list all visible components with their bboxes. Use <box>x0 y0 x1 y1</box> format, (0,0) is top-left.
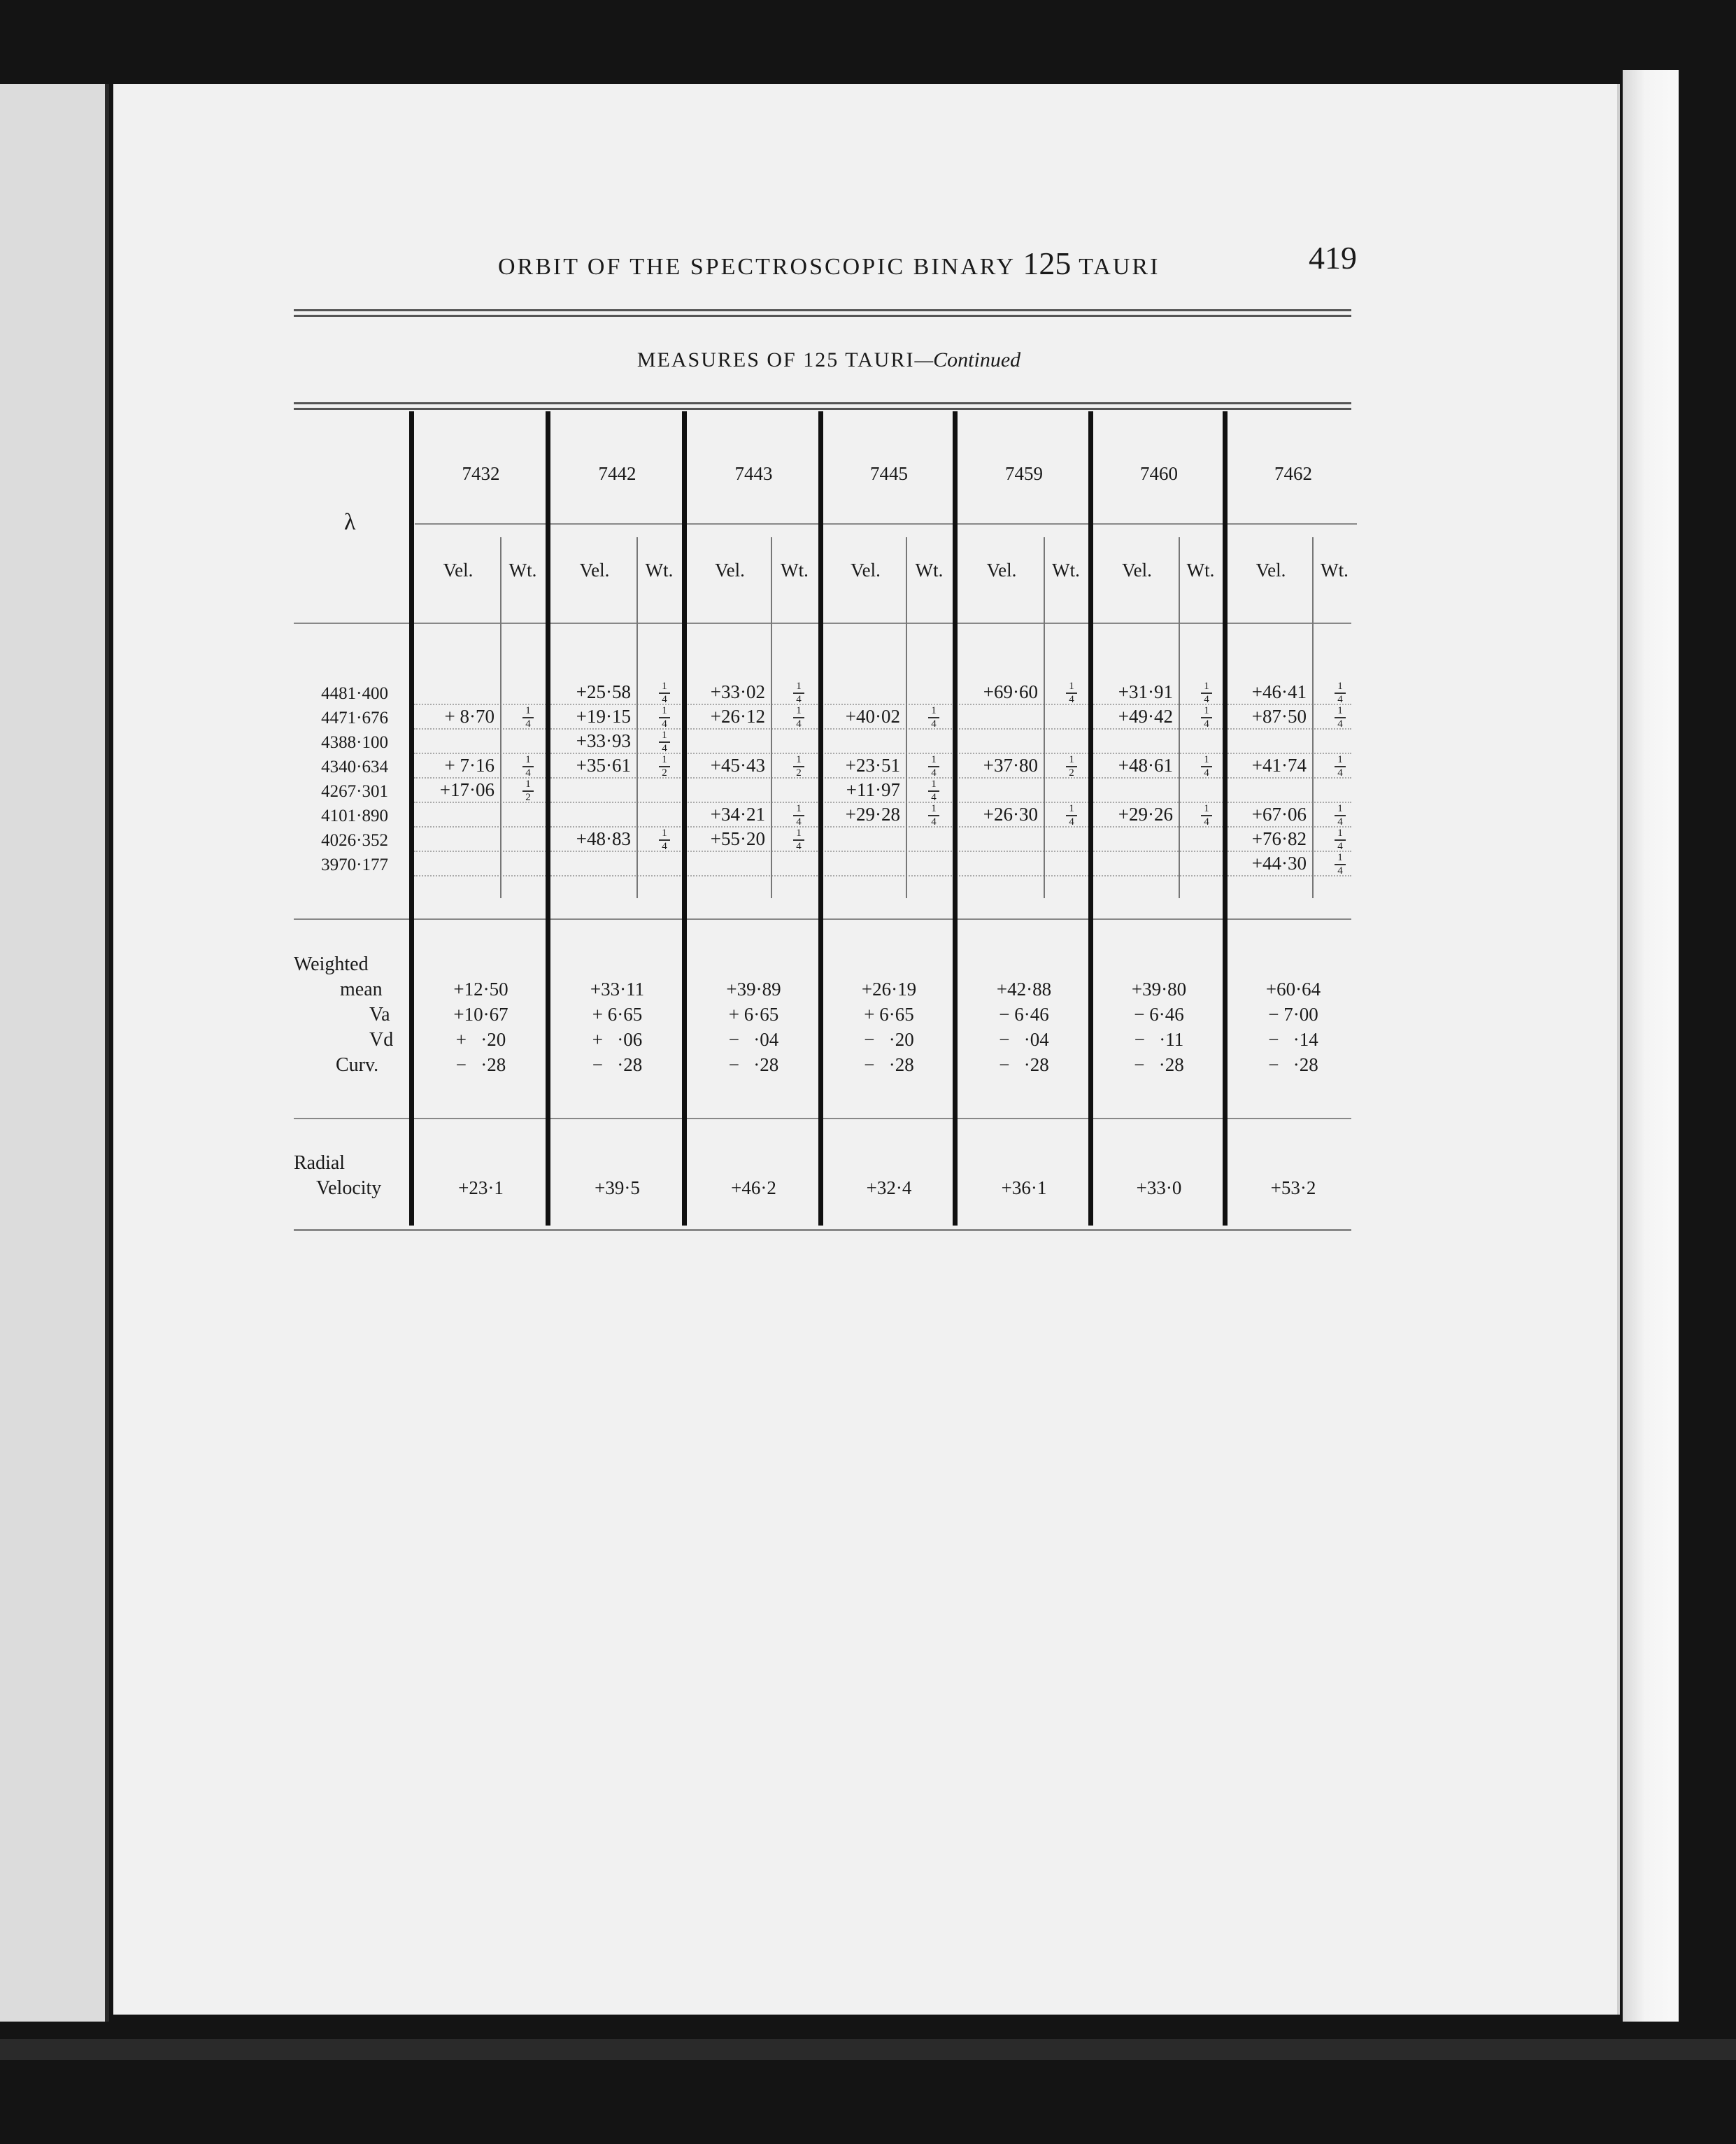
weight-numerator: 1 <box>1204 803 1209 814</box>
velocity-value: +49·42 <box>1118 706 1173 727</box>
weight-numerator: 1 <box>662 754 667 765</box>
wt-separator-1 <box>636 537 638 898</box>
velocity-label: Velocity <box>316 1177 382 1199</box>
vel-header: Vel. <box>851 560 881 581</box>
weight-numerator: 1 <box>931 779 937 790</box>
radial-velocity-value: +32·4 <box>866 1177 912 1198</box>
summary-curv-value: − ·28 <box>455 1054 506 1075</box>
vel-header: Vel. <box>579 560 610 581</box>
radial-velocity-value: +46·2 <box>731 1177 776 1198</box>
velocity-value: +44·30 <box>1251 853 1307 874</box>
weight-denominator: 4 <box>662 841 667 852</box>
column-separator-6 <box>1223 411 1228 1226</box>
summary-curv-value: − ·28 <box>999 1054 1049 1075</box>
velocity-value: +33·93 <box>576 730 631 751</box>
running-head-star-name: TAURI <box>1079 254 1160 280</box>
summary-va-value: − 6·46 <box>1134 1004 1184 1025</box>
running-head <box>490 239 1357 281</box>
summary-curv-value: − ·28 <box>1268 1054 1318 1075</box>
summary-va-value: + 6·65 <box>728 1004 779 1025</box>
row-leader-6 <box>414 851 1351 852</box>
weight-fraction <box>521 779 535 803</box>
weight-numerator: 1 <box>1204 681 1209 692</box>
velocity-value: +35·61 <box>576 755 631 776</box>
weight-denominator: 4 <box>1337 841 1343 852</box>
summary-vd-value: − ·14 <box>1268 1029 1318 1050</box>
velocity-value: +29·26 <box>1118 804 1173 825</box>
wavelength-label: 4471·676 <box>321 709 388 727</box>
wavelength-label: 4026·352 <box>321 831 388 850</box>
summary-va-value: + 6·65 <box>592 1004 643 1025</box>
summary-va-value: +10·67 <box>453 1004 508 1025</box>
page-number: 419 <box>1309 240 1357 276</box>
vel-header: Vel. <box>1255 560 1286 581</box>
weight-numerator: 1 <box>525 754 531 765</box>
weight-fraction <box>521 706 535 730</box>
summary-va-value: − 6·46 <box>999 1004 1049 1025</box>
weight-fraction <box>927 779 941 803</box>
weight-denominator: 4 <box>931 816 937 828</box>
weight-numerator: 1 <box>525 779 531 790</box>
table-bottom-rule <box>294 1229 1351 1231</box>
running-head-title <box>498 245 1160 282</box>
weight-fraction <box>792 804 806 828</box>
row-leader-2 <box>414 753 1351 754</box>
weight-numerator: 1 <box>796 705 802 716</box>
radial-velocity-value: +33·0 <box>1136 1177 1182 1198</box>
weight-denominator: 4 <box>931 718 937 730</box>
weight-denominator: 4 <box>1069 694 1074 705</box>
velocity-value: +46·41 <box>1251 681 1307 702</box>
wt-header: Wt. <box>781 560 809 581</box>
running-head-title-text: ORBIT OF THE SPECTROSCOPIC BINARY <box>498 254 1015 280</box>
summary-curv-value: − ·28 <box>1134 1054 1184 1075</box>
row-leader-4 <box>414 802 1351 803</box>
wt-separator-5 <box>1179 537 1180 898</box>
wavelength-label: 3970·177 <box>321 856 388 874</box>
vel-header: Vel. <box>1122 560 1152 581</box>
row-leader-7 <box>414 875 1351 876</box>
weight-denominator: 4 <box>931 767 937 779</box>
weight-denominator: 4 <box>1337 767 1343 779</box>
weight-denominator: 4 <box>1337 865 1343 876</box>
wt-header: Wt. <box>1321 560 1349 581</box>
weight-numerator: 1 <box>796 803 802 814</box>
weight-numerator: 1 <box>796 754 802 765</box>
weight-fraction <box>1333 681 1347 705</box>
weight-denominator: 4 <box>796 694 802 705</box>
velocity-value: +29·28 <box>845 804 900 825</box>
plate-header: 7445 <box>870 463 908 484</box>
weight-denominator: 4 <box>525 718 531 730</box>
mean-label: mean <box>340 979 383 1000</box>
plate-header: 7462 <box>1274 463 1312 484</box>
weight-fraction <box>1065 755 1079 779</box>
velocity-value: +31·91 <box>1118 681 1173 702</box>
weight-fraction <box>1333 853 1347 876</box>
wt-header: Wt. <box>1186 560 1215 581</box>
wt-header: Wt. <box>915 560 944 581</box>
wavelength-label: 4340·634 <box>321 758 388 776</box>
weight-numerator: 1 <box>662 681 667 692</box>
weight-fraction <box>1333 804 1347 828</box>
summary-mean-value: +39·80 <box>1131 979 1187 1000</box>
header-rule-bottom <box>294 315 1351 317</box>
plate-header: 7443 <box>734 463 773 484</box>
weight-denominator: 4 <box>796 718 802 730</box>
weight-denominator: 4 <box>796 841 802 852</box>
weight-denominator: 4 <box>1337 694 1343 705</box>
weight-numerator: 1 <box>525 705 531 716</box>
weight-fraction <box>1200 706 1214 730</box>
header-divider <box>415 523 1357 525</box>
weight-numerator: 1 <box>662 730 667 741</box>
weight-fraction <box>792 828 806 852</box>
vel-header: Vel. <box>715 560 745 581</box>
velocity-value: +48·83 <box>576 828 631 849</box>
wavelength-label: 4101·890 <box>321 807 388 825</box>
velocity-value: +76·82 <box>1251 828 1307 849</box>
summary-vd-value: + ·20 <box>455 1029 506 1050</box>
weighted-label: Weighted <box>294 953 369 975</box>
wt-separator-4 <box>1044 537 1045 898</box>
weight-denominator: 4 <box>662 694 667 705</box>
weight-numerator: 1 <box>931 803 937 814</box>
weight-numerator: 1 <box>662 828 667 839</box>
summary-vd-value: + ·06 <box>592 1029 643 1050</box>
weight-numerator: 1 <box>1069 681 1074 692</box>
weight-fraction <box>792 681 806 705</box>
column-separator-1 <box>546 411 550 1226</box>
wt-header: Wt. <box>508 560 537 581</box>
weight-denominator: 4 <box>1204 694 1209 705</box>
column-separator-2 <box>682 411 687 1226</box>
weight-numerator: 1 <box>796 828 802 839</box>
wt-separator-2 <box>771 537 772 898</box>
weight-numerator: 1 <box>931 705 937 716</box>
weight-denominator: 4 <box>1204 718 1209 730</box>
summary-vd-value: − ·11 <box>1134 1029 1184 1050</box>
velocity-value: +37·80 <box>983 755 1038 776</box>
weight-numerator: 1 <box>1337 828 1343 839</box>
summary-vd-value: − ·04 <box>728 1029 779 1050</box>
weight-fraction <box>1200 804 1214 828</box>
wavelength-label: 4267·301 <box>321 782 388 801</box>
velocity-value: +26·30 <box>983 804 1038 825</box>
weight-denominator: 4 <box>525 767 531 779</box>
weight-denominator: 2 <box>796 767 802 779</box>
weight-denominator: 4 <box>1204 767 1209 779</box>
weight-numerator: 1 <box>1204 754 1209 765</box>
summary-vd-value: − ·04 <box>999 1029 1049 1050</box>
weight-denominator: 4 <box>931 792 937 803</box>
weight-fraction <box>927 804 941 828</box>
left-page-edge <box>0 84 109 2022</box>
weight-numerator: 1 <box>1337 852 1343 863</box>
summary-mean-value: +33·11 <box>590 979 645 1000</box>
weight-fraction <box>657 828 671 852</box>
weight-fraction <box>927 755 941 779</box>
velocity-value: +25·58 <box>576 681 631 702</box>
weight-fraction <box>657 755 671 779</box>
weight-fraction <box>657 681 671 705</box>
weight-fraction <box>1065 804 1079 828</box>
weight-denominator: 2 <box>662 767 667 779</box>
velocity-value: +33·02 <box>710 681 765 702</box>
va-label: Va <box>369 1004 390 1025</box>
weight-numerator: 1 <box>662 705 667 716</box>
radial-velocity-value: +36·1 <box>1001 1177 1047 1198</box>
summary-curv-value: − ·28 <box>864 1054 914 1075</box>
weight-numerator: 1 <box>1069 803 1074 814</box>
weight-fraction <box>521 755 535 779</box>
vel-header: Vel. <box>986 560 1017 581</box>
weight-fraction <box>1065 681 1079 705</box>
weight-denominator: 4 <box>1337 718 1343 730</box>
summary-mean-value: +12·50 <box>453 979 508 1000</box>
weight-denominator: 4 <box>1069 816 1074 828</box>
weight-denominator: 4 <box>662 718 667 730</box>
weight-fraction <box>927 706 941 730</box>
summary-vd-value: − ·20 <box>864 1029 914 1050</box>
column-separator-5 <box>1088 411 1093 1226</box>
weight-fraction <box>1200 755 1214 779</box>
velocity-value: +87·50 <box>1251 706 1307 727</box>
summary-mean-value: +42·88 <box>996 979 1052 1000</box>
summary-va-value: + 6·65 <box>864 1004 914 1025</box>
scanner-bottom-band <box>0 2039 1736 2060</box>
table-top-rule-2 <box>294 408 1351 410</box>
table-top-rule-1 <box>294 402 1351 404</box>
velocity-value: +48·61 <box>1118 755 1173 776</box>
wt-separator-3 <box>906 537 907 898</box>
velocity-value: +11·97 <box>846 779 900 800</box>
wt-header: Wt. <box>1052 560 1080 581</box>
velocity-value: +17·06 <box>439 779 495 800</box>
radial-label: Radial <box>294 1152 346 1174</box>
velocity-value: +41·74 <box>1251 755 1307 776</box>
weight-fraction <box>1200 681 1214 705</box>
weight-fraction <box>1333 828 1347 852</box>
summary-curv-value: − ·28 <box>728 1054 779 1075</box>
weight-denominator: 2 <box>525 792 531 803</box>
table-title-text: MEASURES OF 125 TAURI <box>636 348 915 371</box>
weight-fraction <box>792 706 806 730</box>
column-separator-0 <box>409 411 414 1226</box>
plate-header: 7432 <box>462 463 500 484</box>
weight-numerator: 1 <box>1204 705 1209 716</box>
weight-fraction <box>1333 755 1347 779</box>
table-title-continued: —Continued <box>914 348 1021 371</box>
wt-separator-6 <box>1312 537 1314 898</box>
plate-header: 7459 <box>1005 463 1043 484</box>
radial-velocity-value: +23·1 <box>458 1177 504 1198</box>
weight-denominator: 2 <box>1069 767 1074 779</box>
velocity-value: +34·21 <box>710 804 765 825</box>
summary-mean-value: +60·64 <box>1265 979 1321 1000</box>
summary-va-value: − 7·00 <box>1268 1004 1318 1025</box>
weight-denominator: 4 <box>1204 816 1209 828</box>
velocity-value: +23·51 <box>845 755 900 776</box>
lambda-header: λ <box>344 509 356 535</box>
weight-numerator: 1 <box>1337 754 1343 765</box>
summary-mean-value: +26·19 <box>861 979 917 1000</box>
radial-velocity-value: +53·2 <box>1270 1177 1316 1198</box>
vd-label: Vd <box>369 1029 394 1051</box>
vel-header: Vel. <box>443 560 474 581</box>
wavelength-label: 4388·100 <box>321 733 388 752</box>
weight-fraction <box>657 706 671 730</box>
velocity-value: +26·12 <box>710 706 765 727</box>
velocity-value: + 8·70 <box>444 706 495 727</box>
weight-fraction <box>792 755 806 779</box>
radial-velocity-value: +39·5 <box>595 1177 640 1198</box>
header-rule-top <box>294 309 1351 311</box>
column-separator-3 <box>818 411 823 1226</box>
curv-label: Curv. <box>336 1054 379 1076</box>
weight-numerator: 1 <box>1337 681 1343 692</box>
weight-fraction <box>1333 706 1347 730</box>
plate-header: 7460 <box>1140 463 1178 484</box>
velocity-value: +19·15 <box>576 706 631 727</box>
summary-mean-value: +39·89 <box>726 979 781 1000</box>
wt-separator-0 <box>500 537 501 898</box>
weight-numerator: 1 <box>931 754 937 765</box>
weight-denominator: 4 <box>1337 816 1343 828</box>
weight-numerator: 1 <box>796 681 802 692</box>
summary-curv-value: − ·28 <box>592 1054 643 1075</box>
wt-header: Wt. <box>645 560 674 581</box>
velocity-value: +67·06 <box>1251 804 1307 825</box>
weight-numerator: 1 <box>1069 754 1074 765</box>
velocity-value: +40·02 <box>845 706 900 727</box>
velocity-value: +45·43 <box>710 755 765 776</box>
column-separator-4 <box>953 411 958 1226</box>
velocity-value: + 7·16 <box>444 755 495 776</box>
table-title <box>294 348 1364 372</box>
weight-denominator: 4 <box>796 816 802 828</box>
right-page-edge <box>1623 70 1679 2022</box>
weight-numerator: 1 <box>1337 705 1343 716</box>
velocity-value: +55·20 <box>710 828 765 849</box>
wavelength-label: 4481·400 <box>321 684 388 703</box>
velocity-value: +69·60 <box>983 681 1038 702</box>
plate-header: 7442 <box>598 463 636 484</box>
weight-numerator: 1 <box>1337 803 1343 814</box>
running-head-star-number: 125 <box>1023 246 1072 281</box>
weight-fraction <box>657 730 671 754</box>
weight-denominator: 4 <box>662 743 667 754</box>
